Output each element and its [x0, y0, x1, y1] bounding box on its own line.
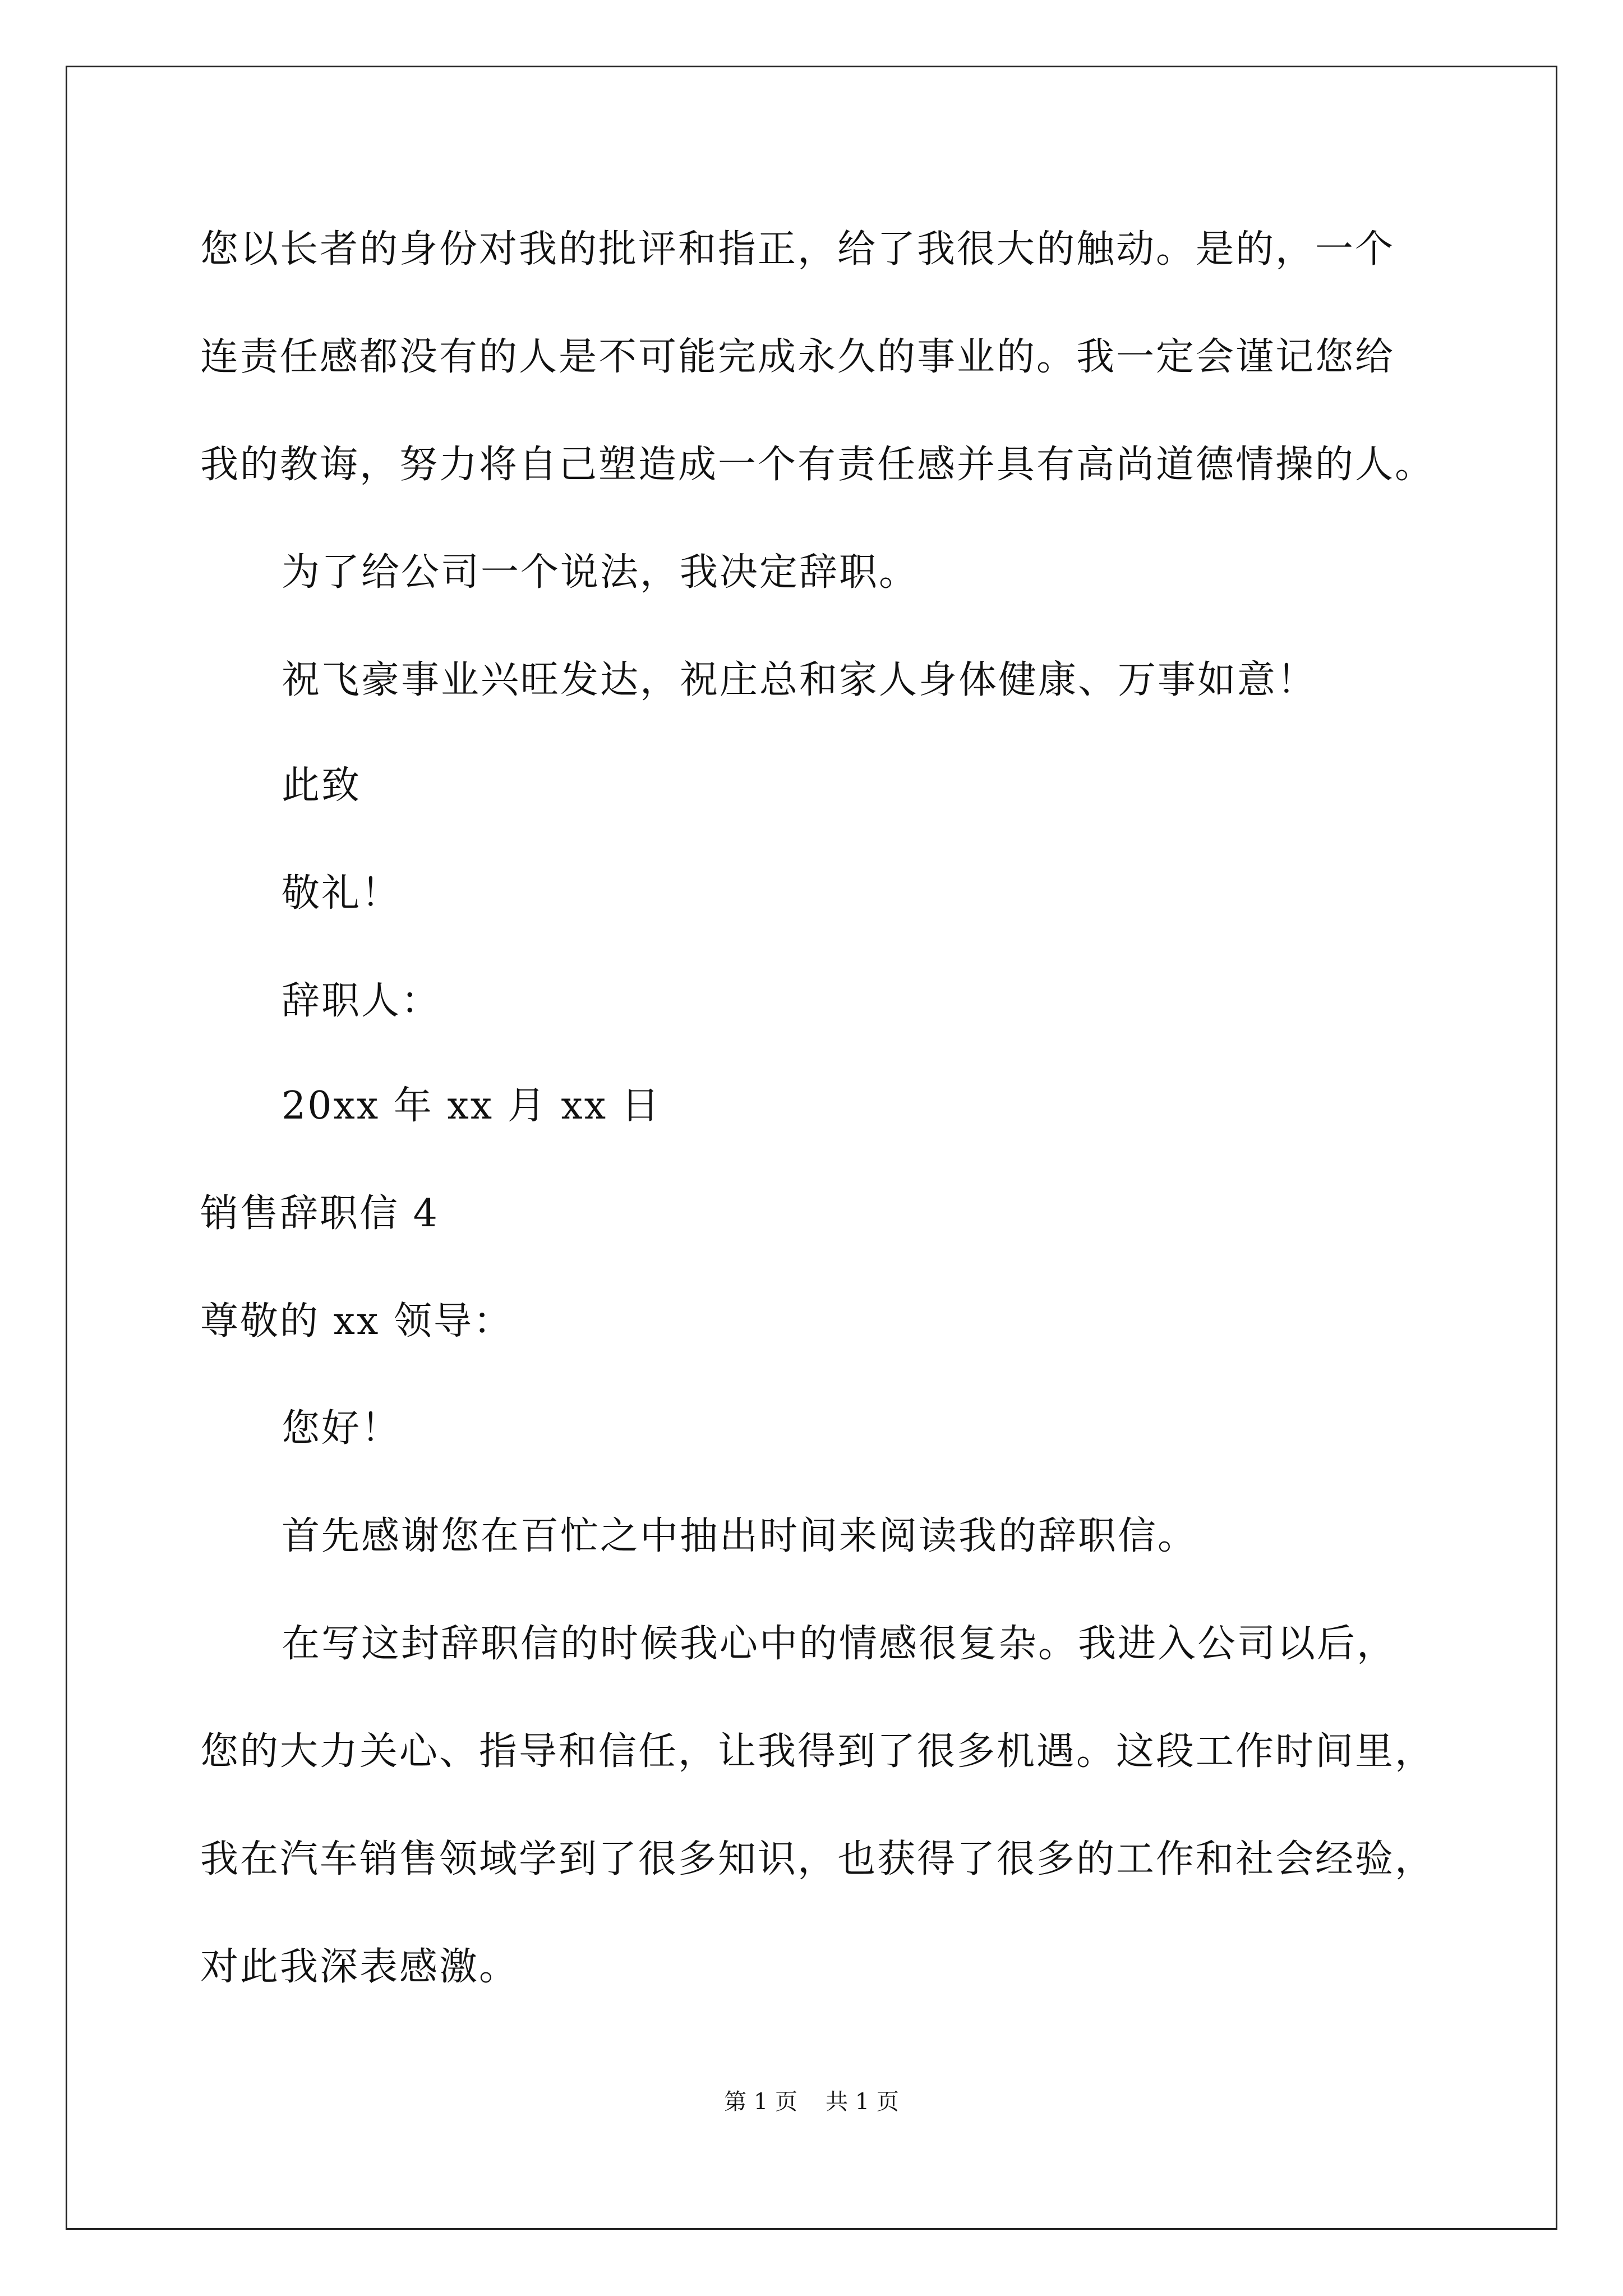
text-line: 您的大力关心、指导和信任，让我得到了很多机遇。这段工作时间里，: [200, 1729, 1435, 1774]
text-line: 在写这封辞职信的时候我心中的情感很复杂。我进入公司以后，: [282, 1622, 1397, 1666]
salutation: 尊敬的 xx 领导：: [200, 1299, 513, 1343]
text-line: 此致: [282, 763, 362, 808]
page-total: 共 1 页: [826, 2089, 899, 2115]
page-number: 第 1 页: [724, 2089, 797, 2115]
text-line: 您好！: [282, 1406, 402, 1451]
section-heading: 销售辞职信 4: [200, 1191, 439, 1236]
text-line: 您以长者的身份对我的批评和指正，给了我很大的触动。是的，一个: [200, 227, 1395, 272]
text-line: 20xx 年 xx 月 xx 日: [282, 1084, 661, 1128]
text-line: 祝飞豪事业兴旺发达，祝庄总和家人身体健康、万事如意！: [282, 658, 1317, 702]
page-footer: [0, 2088, 1623, 2116]
text-line: 首先感谢您在百忙之中抽出时间来阅读我的辞职信。: [282, 1514, 1198, 1558]
text-line: 辞职人：: [282, 979, 441, 1023]
text-line: 连责任感都没有的人是不可能完成永久的事业的。我一定会谨记您给: [200, 335, 1395, 379]
text-line: 我在汽车销售领域学到了很多知识，也获得了很多的工作和社会经验，: [200, 1837, 1435, 1881]
text-line: 我的教诲，努力将自己塑造成一个有责任感并具有高尚道德情操的人。: [200, 443, 1435, 487]
text-line: 为了给公司一个说法，我决定辞职。: [282, 550, 919, 595]
text-line: 对此我深表感激。: [200, 1945, 519, 1989]
text-line: 敬礼！: [282, 871, 402, 915]
